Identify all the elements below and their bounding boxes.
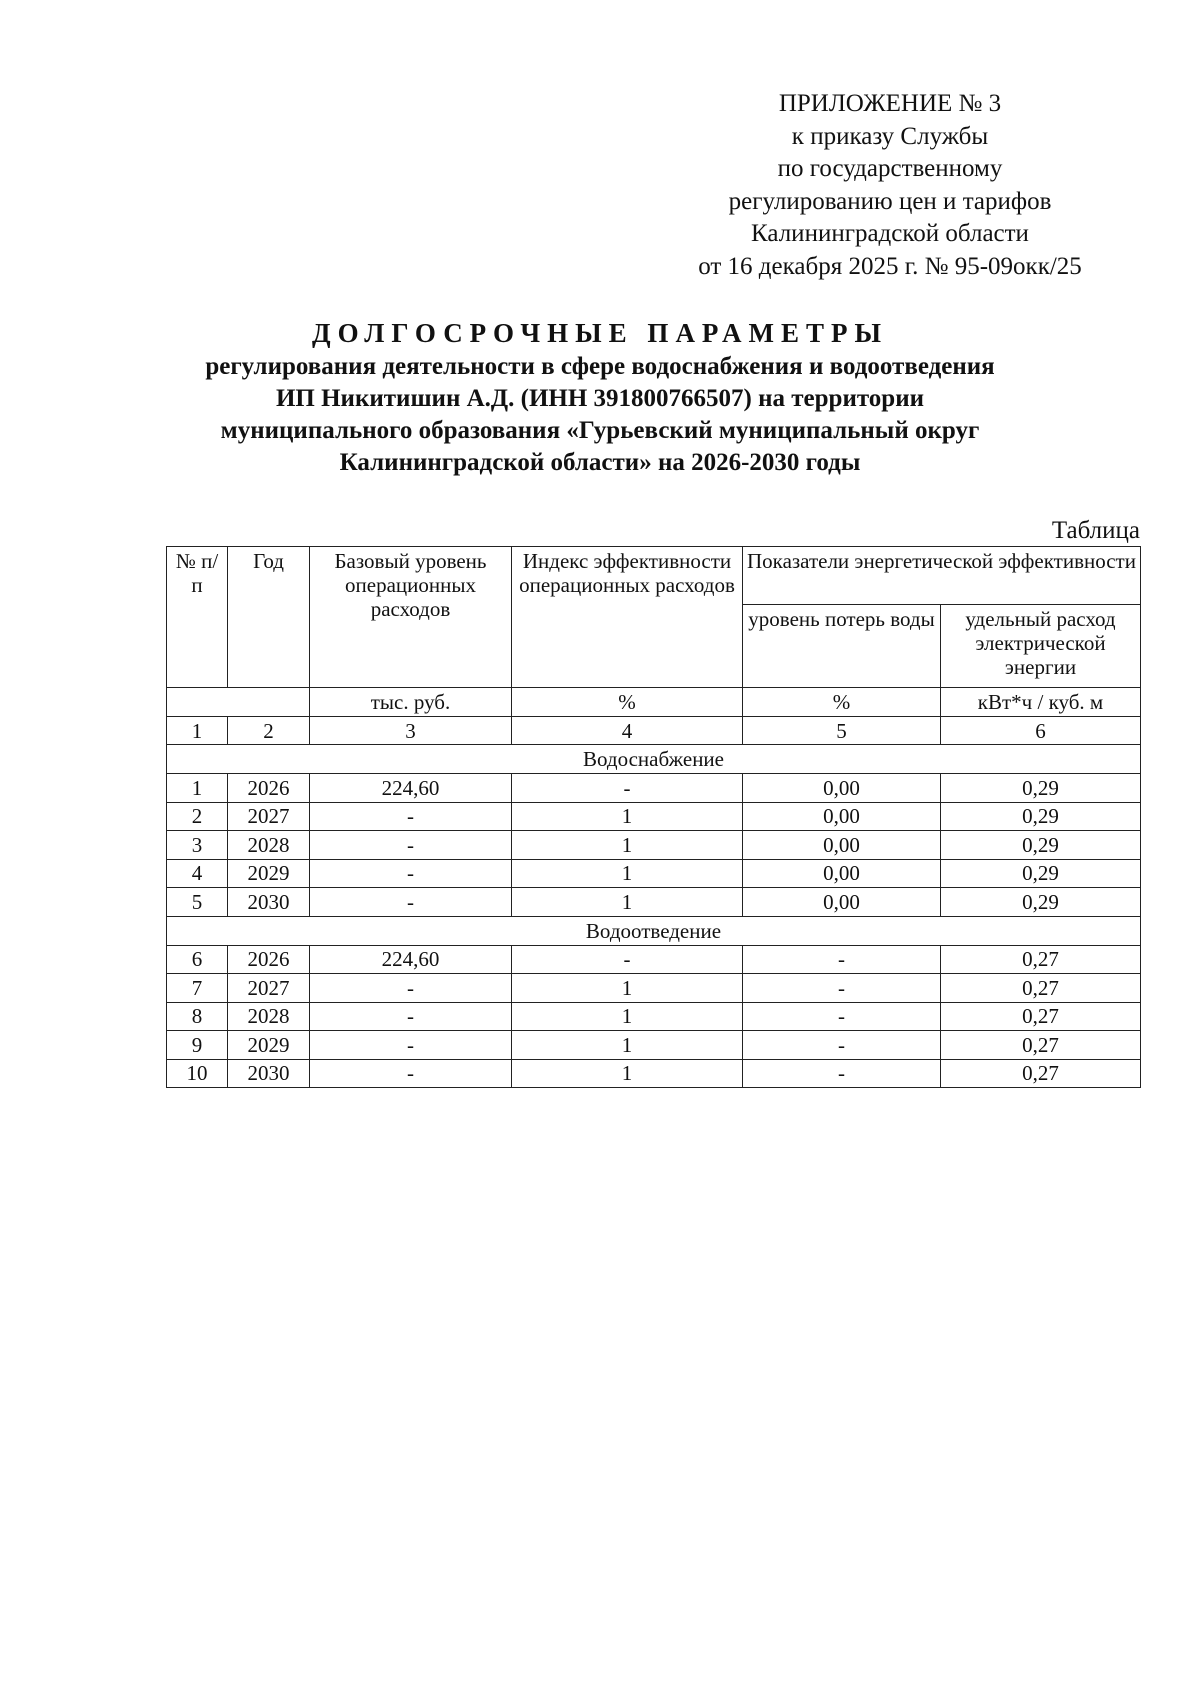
header-electricity: удельный расход электрической энергии	[941, 605, 1141, 688]
cell-base-level: -	[310, 1031, 512, 1060]
unit-base-level: тыс. руб.	[310, 688, 512, 717]
cell-electricity: 0,29	[941, 802, 1141, 831]
title-sub-line: Калининградской области» на 2026-2030 годы	[339, 449, 861, 476]
appendix-line: к приказу Службы	[791, 122, 989, 150]
table-row	[167, 1002, 1141, 1031]
cell-efficiency-index: 1	[512, 1002, 743, 1031]
column-number: 4	[512, 717, 743, 745]
cell-base-level: 224,60	[310, 774, 512, 803]
cell-electricity: 0,27	[941, 1031, 1141, 1060]
table-row	[167, 774, 1141, 803]
document-title	[150, 315, 1050, 479]
cell-year: 2029	[228, 859, 310, 888]
cell-water-loss: 0,00	[743, 859, 941, 888]
cell-year: 2027	[228, 974, 310, 1003]
section-water-supply: Водоснабжение	[167, 745, 1141, 774]
cell-year: 2029	[228, 1031, 310, 1060]
cell-water-loss: 0,00	[743, 888, 941, 917]
cell-num: 1	[167, 774, 228, 803]
cell-year: 2030	[228, 1059, 310, 1088]
cell-base-level: -	[310, 831, 512, 860]
cell-water-loss: 0,00	[743, 774, 941, 803]
table-row	[167, 831, 1141, 860]
header-base-level: Базовый уровень операционных расходов	[310, 547, 512, 688]
table-row	[167, 888, 1141, 917]
column-number: 3	[310, 717, 512, 745]
cell-water-loss: 0,00	[743, 802, 941, 831]
cell-base-level: -	[310, 1002, 512, 1031]
unit-electricity: кВт*ч / куб. м	[941, 688, 1141, 717]
column-number: 1	[167, 717, 228, 745]
cell-num: 9	[167, 1031, 228, 1060]
cell-num: 8	[167, 1002, 228, 1031]
cell-efficiency-index: 1	[512, 974, 743, 1003]
table-row	[167, 1059, 1141, 1088]
cell-efficiency-index: -	[512, 774, 743, 803]
unit-efficiency-index: %	[512, 688, 743, 717]
cell-water-loss: -	[743, 1002, 941, 1031]
header-water-loss: уровень потерь воды	[743, 605, 941, 688]
table-caption: Таблица	[1051, 517, 1140, 544]
column-number: 5	[743, 717, 941, 745]
cell-num: 7	[167, 974, 228, 1003]
appendix-line: регулированию цен и тарифов	[728, 187, 1052, 215]
cell-efficiency-index: 1	[512, 802, 743, 831]
header-energy-group: Показатели энергетической эффективности	[743, 547, 1141, 605]
appendix-line: Калининградской области	[751, 220, 1029, 247]
cell-num: 2	[167, 802, 228, 831]
cell-num: 4	[167, 859, 228, 888]
cell-water-loss: -	[743, 1059, 941, 1088]
cell-num: 3	[167, 831, 228, 860]
cell-base-level: 224,60	[310, 945, 512, 974]
cell-num: 5	[167, 888, 228, 917]
table-row	[167, 974, 1141, 1003]
cell-year: 2027	[228, 802, 310, 831]
cell-efficiency-index: 1	[512, 1031, 743, 1060]
header-year: Год	[228, 547, 310, 688]
cell-efficiency-index: 1	[512, 831, 743, 860]
table-row	[167, 802, 1141, 831]
cell-base-level: -	[310, 859, 512, 888]
cell-water-loss: -	[743, 1031, 941, 1060]
table-row	[167, 859, 1141, 888]
header-efficiency-index: Индекс эффективности операционных расходов	[512, 547, 743, 688]
appendix-header	[640, 88, 1140, 283]
header-num: № п/п	[167, 547, 228, 688]
section-sewerage: Водоотведение	[167, 916, 1141, 945]
cell-base-level: -	[310, 1059, 512, 1088]
cell-electricity: 0,27	[941, 1002, 1141, 1031]
cell-base-level: -	[310, 974, 512, 1003]
cell-year: 2026	[228, 774, 310, 803]
cell-num: 10	[167, 1059, 228, 1088]
unit-empty	[167, 688, 310, 717]
appendix-line: по государственному	[777, 155, 1003, 182]
cell-efficiency-index: 1	[512, 1059, 743, 1088]
cell-efficiency-index: 1	[512, 859, 743, 888]
title-sub-line: ИП Никитишин А.Д. (ИНН 391800766507) на территории	[275, 385, 925, 412]
cell-water-loss: -	[743, 945, 941, 974]
title-sub-line: регулирования деятельности в сфере водоснабжения и водоотведения	[205, 353, 995, 380]
cell-year: 2028	[228, 1002, 310, 1031]
cell-electricity: 0,27	[941, 1059, 1141, 1088]
unit-water-loss: %	[743, 688, 941, 717]
cell-electricity: 0,29	[941, 888, 1141, 917]
cell-base-level: -	[310, 888, 512, 917]
title-main: ДОЛГОСРОЧНЫЕ ПАРАМЕТРЫ	[312, 318, 888, 348]
table-row	[167, 1031, 1141, 1060]
cell-num: 6	[167, 945, 228, 974]
cell-water-loss: 0,00	[743, 831, 941, 860]
cell-year: 2026	[228, 945, 310, 974]
table-row	[167, 945, 1141, 974]
cell-electricity: 0,29	[941, 831, 1141, 860]
cell-electricity: 0,29	[941, 774, 1141, 803]
cell-electricity: 0,27	[941, 974, 1141, 1003]
parameters-table	[166, 546, 1141, 1088]
cell-efficiency-index: 1	[512, 888, 743, 917]
cell-efficiency-index: -	[512, 945, 743, 974]
cell-electricity: 0,27	[941, 945, 1141, 974]
cell-year: 2030	[228, 888, 310, 917]
column-number: 2	[228, 717, 310, 745]
cell-water-loss: -	[743, 974, 941, 1003]
cell-year: 2028	[228, 831, 310, 860]
appendix-line: ПРИЛОЖЕНИЕ № 3	[778, 90, 1002, 117]
cell-electricity: 0,29	[941, 859, 1141, 888]
title-sub-line: муниципального образования «Гурьевский муниципальный округ	[220, 417, 980, 444]
column-number: 6	[941, 717, 1141, 745]
appendix-line: от 16 декабря 2025 г. № 95-09окк/25	[698, 252, 1082, 280]
cell-base-level: -	[310, 802, 512, 831]
